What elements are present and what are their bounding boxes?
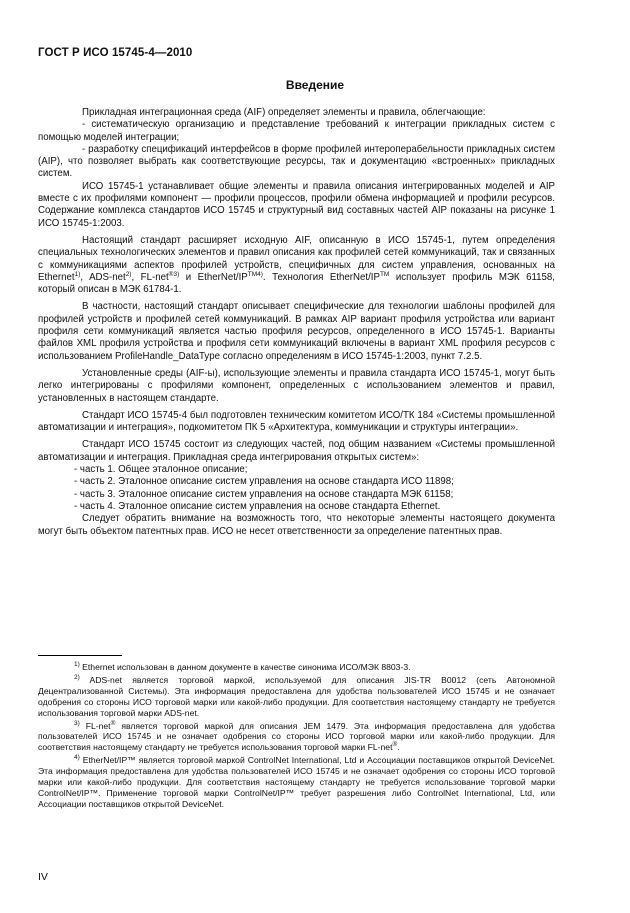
- introduction-body: [38, 107, 555, 538]
- registered-mark: ®: [110, 719, 116, 727]
- paragraph-1: Прикладная интеграционная среда (AIF) определяет элементы и правила, облегчающие:: [82, 107, 486, 118]
- paragraph-8: Стандарт ИСО 15745-4 был подготовлен техническим комитетом ИСО/ТК 184 «Системы промышленной автоматизации и интеграция», подкомитетом ПК 5 «Архитектура, коммуникации и структуры интеграции».: [38, 409, 555, 434]
- footnote-4-mark: 4): [74, 754, 80, 762]
- document-code-header: ГОСТ Р ИСО 15745-4—2010: [38, 47, 193, 59]
- list-item-part-1: - часть 1. Общее эталонное описание;: [74, 464, 248, 476]
- footnote-3-mark: 3): [74, 719, 80, 727]
- registered-mark-2: ®: [392, 741, 398, 749]
- section-title: Введение: [285, 78, 345, 92]
- page-number: IV: [38, 871, 48, 883]
- footnote-ref-1: 1): [74, 270, 81, 278]
- footnote-3-text-b: является торговой маркой для описания JEM 1479. Эта информация предоставлена для удобства пользователей ИСО 15745 и не означает одобрения со стороны ИСО торговой марки или какой-либо продукции. Для соответствия настоящему стандарту не требуется использования торговой марки FL-net: [38, 720, 555, 753]
- footnote-3: [38, 721, 555, 754]
- footnote-2-text: ADS-net является торговой маркой, используемой для описания JIS-TR B0012 (сеть Автономной Децентрализованной Системы). Эта информация предоставлена для удобства пользователей ИСО 15745 и не означает одобрения со стороны ИСО торговой марки или какой-либо продукции. Для соответствия настоящему стандарту не требуется использования торговой марки ADS-net.: [38, 674, 555, 718]
- paragraph-5-text-a: Настоящий стандарт расширяет исходную AIF, описанную в ИСО 15745-1, путем определения специальных технологических элементов и правил описания как профилей сетей коммуникаций, так и связанных с коммуникациями аспектов профилей устройств, специфичных для систем управления, основанных на Ethernet: [38, 234, 555, 283]
- paragraph-5-text-e: . Технология EtherNet/IP: [262, 271, 380, 283]
- footnote-3-text-c: .: [397, 742, 400, 753]
- footnote-1: [38, 662, 555, 673]
- footnote-ref-4: TM4): [247, 270, 263, 278]
- list-item-part-3: - часть 3. Эталонное описание систем управления на основе стандарта МЭК 61158;: [74, 488, 454, 500]
- footnote-1-text: Ethernet использован в данном документе в качестве синонима ИСО/МЭК 8803-3.: [79, 662, 411, 672]
- paragraph-5: [38, 235, 555, 296]
- footnote-3-text-a: FL-net: [79, 720, 111, 731]
- list-item-part-4: - часть 4. Эталонное описание систем управления на основе стандарта Ethernet.: [74, 500, 441, 512]
- paragraph-5-text-c: , FL-net: [131, 271, 169, 283]
- footnote-1-mark: 1): [74, 661, 80, 669]
- paragraph-9: Стандарт ИСО 15745 состоит из следующих частей, под общим названием «Системы промышленной автоматизации и интеграция. Прикладная среда интегрирования открытых систем»:: [38, 439, 555, 463]
- footnote-divider: [38, 655, 122, 656]
- paragraph-5-text-f: использует профиль МЭК 61158, который описан в МЭК 61784-1.: [38, 271, 555, 296]
- footnote-4-text: EtherNet/IP™ является торговой маркой ControlNet International, Ltd и Ассоциации поставщиков открытой DeviceNet. Эта информация предоставлена для удобства пользователей ИСО 15745 и не означает одобрения со стороны ИСО торговой марки или какой-либо продукции. Для соответствия настоящему стандарту не требуется использование торговой марки ControlNet/IP™. Применение торговой марки ControlNet/IP™ требует разрешения либо ControlNet International, Ltd, или Ассоциации поставщиков открытой DeviceNet.: [38, 755, 555, 809]
- paragraph-5-text-b: , ADS-net: [80, 271, 126, 283]
- list-item-part-2: - часть 2. Эталонное описание систем управления на основе стандарта ИСО 11898;: [74, 476, 454, 488]
- paragraph-2: - систематическую организацию и представление требований к интеграции прикладных систем с помощью моделей интеграции;: [38, 119, 555, 143]
- footnote-4: [38, 755, 555, 810]
- footnote-2: [38, 675, 555, 719]
- trademark-mark: TM: [379, 270, 390, 278]
- paragraph-6: В частности, настоящий стандарт описывает специфические для технологии шаблоны профилей для профилей устройств и профилей сетей коммуникаций. В рамках AIP вариант профиля устройства или вариант профиля сети коммуникаций является частью профиля ресурсов, определенного в ИСО 15745-1. Варианты файлов XML профиля устройства и профиля сети коммуникаций включены в вариант XML профиля ресурсов с использованием ProfileHandle_DataType согласно определениям в ИСО 15745-1:2003, пункт 7.2.5.: [38, 301, 555, 362]
- paragraph-10: Следует обратить внимание на возможность того, что некоторые элементы настоящего документа могут быть объектом патентных прав. ИСО не несет ответственности за определение патентных прав.: [38, 513, 555, 537]
- footnotes: [38, 662, 555, 812]
- paragraph-4: ИСО 15745-1 устанавливает общие элементы и правила описания интегрированных моделей и AIP вместе с их профилями компонент — профили процессов, профили обмена информацией и профили ресурсов. Содержание комплекса стандартов ИСО 15745 и структурный вид составных частей AIP показаны на рисунке 1 ИСО 15745-1:2003.: [38, 180, 555, 229]
- paragraph-3: - разработку спецификаций интерфейсов в форме профилей интероперабельности прикладных систем (AIP), что позволяет выбрать как соответствующие ресурсы, так и документацию «встроенных» прикладных систем.: [38, 143, 555, 180]
- footnote-ref-2: 2): [125, 270, 132, 278]
- paragraph-5-text-d: и EtherNet/IP: [179, 271, 248, 283]
- paragraph-7: Установленные среды (AIF-ы), использующие элементы и правила стандарта ИСО 15745-1, могут быть легко интегрированы с профилями компонент, определенных с использованием элементов и правил, установленных в настоящем стандарте.: [38, 367, 555, 404]
- footnote-2-mark: 2): [74, 674, 80, 682]
- footnote-ref-3: ®3): [168, 270, 180, 278]
